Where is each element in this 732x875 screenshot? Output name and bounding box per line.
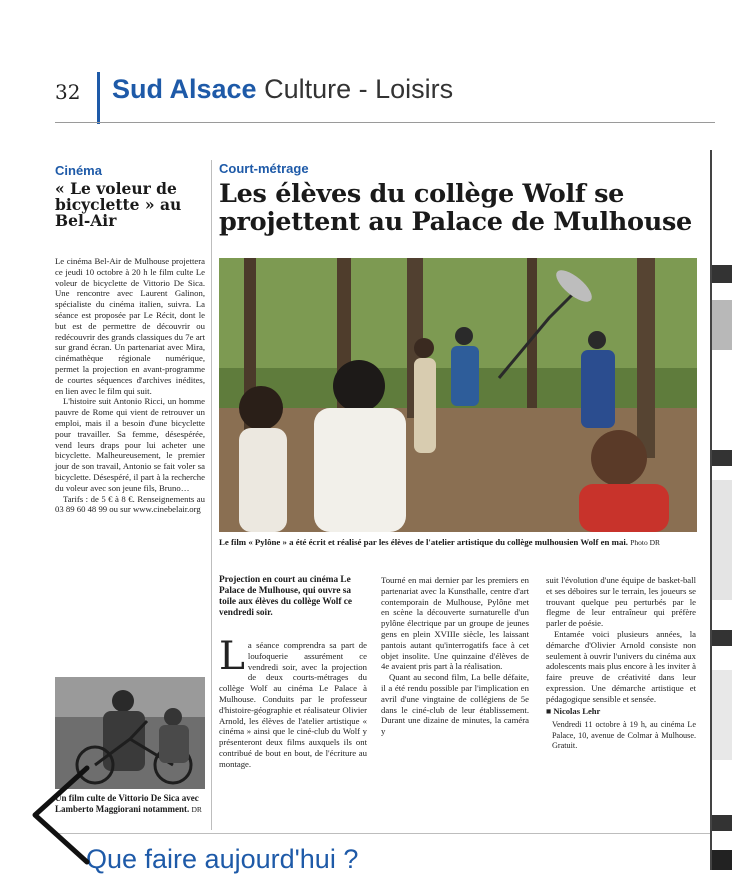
main-article-kicker: Court-métrage	[219, 161, 309, 176]
edge-block	[712, 815, 732, 831]
header-rule	[55, 122, 715, 123]
edge-block	[712, 300, 732, 350]
bottom-section-heading: Que faire aujourd'hui ?	[86, 844, 359, 874]
edge-block	[712, 670, 732, 760]
edge-block	[712, 630, 732, 646]
left-article-body	[55, 256, 205, 515]
left-article-headline: « Le voleur de bicyclette » au Bel-Air	[55, 179, 182, 230]
section-header	[112, 74, 453, 105]
page-number: 32	[55, 80, 81, 104]
header-divider	[97, 72, 100, 124]
edge-block	[712, 850, 732, 870]
col2-paragraph: Tourné en mai dernier par les premiers en partenariat avec la Kunsthalle, centre d'art contemporain de Mulhouse, Pylône met en scène la découverte surnaturelle d'un pylône électrique par un groupe de jeunes gens en plein XVIIIe siècle, les laissant pantois autant qu'interrogatifs face à cet objet insolite. Une quinzaine d'élèves de 4e avaient pris part à la réalisation.	[381, 575, 529, 672]
col1-paragraph: a séance comprendra sa part de loufoquerie assurément ce vendredi soir, avec la projection de deux courts-métrages du collège Wolf au cinéma Le Palace à Mulhouse. Conduits par le professeur d'histoire-géographie et réalisateur Olivier Arnold, les élèves de l'atelier artistique « cinéma » ainsi que le ciné-club du Wolf y présenteront deux films auxquels ils ont contribué de bout en bout, de l'écriture au montage.	[219, 640, 367, 769]
main-photo-caption	[219, 537, 697, 548]
main-photo-credit: Photo DR	[630, 538, 660, 547]
col3-paragraph: Entamée voici plusieurs années, la démarche d'Olivier Arnold consiste non seulement à ouvrir l'univers du cinéma aux adolescents mais plus encore à les inviter à faire preuve de créativité dans leur expression. Une démarche artistique et pédagogique sensible et sensée.	[546, 628, 696, 704]
left-caption-text: Un film culte de Vittorio De Sica avec Lamberto Maggiorani notamment.	[55, 793, 199, 814]
left-paragraph: L'histoire suit Antonio Ricci, un homme pauvre de Rome qui vient de retrouver un emploi, mais il a besoin d'une bicyclette pour travailler. Sa femme, désespérée, vend leurs draps pour lui acheter une bicyclette. Malheureusement, le premier jour de son travail, Antonio se fait voler sa bicyclette. Désespéré, il part à la recherche du voleur avec son jeune fils, Bruno…	[55, 396, 205, 493]
left-paragraph: Tarifs : de 5 € à 8 €. Renseignements au 03 89 60 48 99 ou sur www.cinebelair.org	[55, 493, 205, 515]
edge-block	[712, 450, 732, 466]
main-caption-text: Le film « Pylône » a été écrit et réalisé par les élèves de l'atelier artistique du collège mulhousien Wolf en mai.	[219, 537, 628, 547]
forest-scene-illustration	[219, 258, 697, 532]
left-paragraph: Le cinéma Bel-Air de Mulhouse projettera ce jeudi 10 octobre à 20 h le film culte Le voleur de bicyclette de Vittorio De Sica. Une rencontre avec Laurent Galinon, spécialiste du cinéma italien, suivra. La séance est proposée par Le Récit, dont le but est de permettre de découvrir ou redécouvrir des grands classiques du 7e art sur grand écran. Un partenariat avec Mira, cinémathèque régionale numérique, permet la projection en avant-programme de courtes séquences d'archives inédites, en lien avec le film qui suit.	[55, 256, 205, 396]
chevron-left-icon[interactable]	[25, 760, 95, 870]
adjacent-column-strip	[712, 150, 732, 870]
main-article-headline: Les élèves du collège Wolf se projettent au Palace de Mulhouse	[219, 179, 692, 237]
left-photo-credit: DR	[191, 805, 202, 814]
edge-block	[712, 265, 732, 283]
col2-paragraph: Quant au second film, La belle défaite, il a été rendu possible par l'implication en avril d'une vingtaine de collégiens de 5e dans le ciné-club de leur établissement. Durant une dizaine de minutes, la caméra y	[381, 672, 529, 737]
drop-cap: L	[219, 634, 245, 679]
column-divider	[211, 160, 212, 830]
article-lead: Projection en court au cinéma Le Palace de Mulhouse, qui ouvre sa toile aux élèves du collège Wolf ce vendredi soir.	[219, 575, 353, 618]
edge-block	[712, 480, 732, 600]
region-title: Sud Alsace	[112, 74, 257, 104]
event-info: Vendredi 11 octobre à 19 h, au cinéma Le Palace, 10, avenue de Colmar à Mulhouse. Gratuit.	[552, 720, 696, 751]
film-shoot-photo	[219, 258, 697, 532]
bottom-rule	[55, 833, 710, 834]
left-article-kicker: Cinéma	[55, 163, 102, 178]
article-column-2	[381, 575, 529, 737]
section-title: Culture - Loisirs	[264, 74, 454, 104]
article-column-3	[546, 575, 696, 752]
author-name: Nicolas Lehr	[553, 705, 601, 716]
article-author: ■ Nicolas Lehr	[546, 705, 601, 716]
article-column-1	[219, 634, 367, 770]
col3-paragraph: suit l'évolution d'une équipe de basket-ball et ses déboires sur le terrain, les joueurs se trouvant quelque peu perturbés par le flegme de leur entraîneur qui préfère parler de poésie.	[546, 575, 696, 629]
